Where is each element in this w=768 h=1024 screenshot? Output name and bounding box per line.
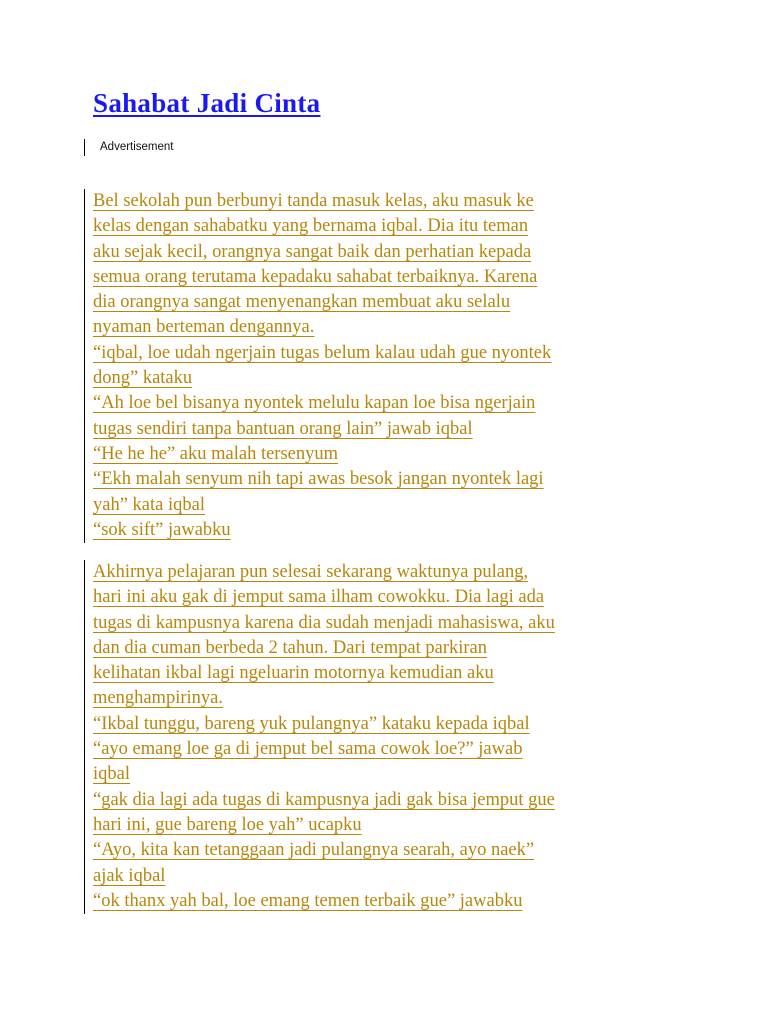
story-line[interactable]: hari ini, gue bareng loe yah” ucapku [93,814,362,835]
story-line[interactable]: semua orang terutama kepadaku sahabat terbaiknya. Karena [93,266,538,287]
story-line[interactable]: dong” kataku [93,368,193,389]
story-line[interactable]: “Ikbal tunggu, bareng yuk pulangnya” kataku kepada iqbal [93,713,530,734]
story-line[interactable]: “Ah loe bel bisanya nyontek melulu kapan loe bisa ngerjain [93,393,536,414]
story-line[interactable]: aku sejak kecil, orangnya sangat baik dan perhatian kepada [93,241,532,262]
story-line[interactable]: dan dia cuman berbeda 2 tahun. Dari tempat parkiran [93,637,487,658]
story-line[interactable]: iqbal [93,764,130,785]
story-line[interactable]: “ok thanx yah bal, loe emang temen terbaik gue” jawabku [93,890,523,911]
story-line[interactable]: nyaman berteman dengannya. [93,317,315,338]
story-line[interactable]: tugas di kampusnya karena dia sudah menjadi mahasiswa, aku [93,612,555,633]
story-line[interactable]: ajak iqbal [93,865,166,886]
story-line[interactable]: “Ayo, kita kan tetanggaan jadi pulangnya searah, ayo naek” [93,840,535,861]
ad-divider [84,139,85,156]
story-paragraph-2 [84,560,555,914]
story-line[interactable]: Akhirnya pelajaran pun selesai sekarang waktunya pulang, [93,562,529,582]
story-line[interactable]: “Ekh malah senyum nih tapi awas besok jangan nyontek lagi [93,469,544,490]
story-line[interactable]: yah” kata iqbal [93,494,205,515]
story-line[interactable]: “sok sift” jawabku [93,519,231,540]
story-line[interactable]: dia orangnya sangat menyenangkan membuat aku selalu [93,292,511,313]
story-paragraph-1 [84,189,551,543]
story-line[interactable]: “He he he” aku malah tersenyum [93,443,339,464]
story-line[interactable]: “iqbal, loe udah ngerjain tugas belum kalau udah gue nyontek [93,342,552,363]
story-line[interactable]: menghampirinya. [93,688,223,709]
story-line[interactable]: tugas sendiri tanpa bantuan orang lain” jawab iqbal [93,418,473,439]
story-line[interactable]: “gak dia lagi ada tugas di kampusnya jadi gak bisa jemput gue [93,789,555,810]
story-line[interactable]: Bel sekolah pun berbunyi tanda masuk kelas, aku masuk ke [93,191,534,211]
story-line[interactable]: hari ini aku gak di jemput sama ilham cowokku. Dia lagi ada [93,587,545,608]
story-line[interactable]: kelihatan ikbal lagi ngeluarin motornya kemudian aku [93,663,494,684]
story-line[interactable]: kelas dengan sahabatku yang bernama iqbal. Dia itu teman [93,216,529,237]
advertisement-label: Advertisement [100,141,174,153]
story-line[interactable]: “ayo emang loe ga di jemput bel sama cowok loe?” jawab [93,739,523,760]
page-title-link[interactable]: Sahabat Jadi Cinta [93,88,321,118]
